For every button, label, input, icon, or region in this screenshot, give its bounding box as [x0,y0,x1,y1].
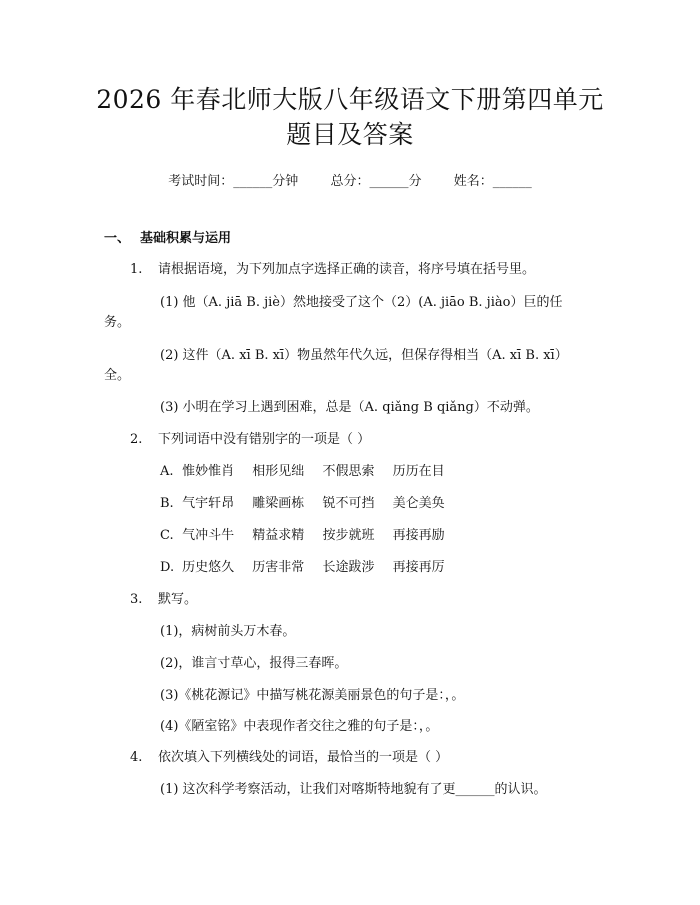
exam-time-field: 考试时间：______分钟 [168,174,299,189]
question-3-item-2: (2)，谁言寸草心，报得三春晖。 [160,656,348,671]
option-word: 雕梁画栋 [252,496,305,511]
question-2-stem [130,430,370,450]
exam-info-row [0,170,700,189]
document-title-line-1: 2026 年春北师大版八年级语文下册第四单元 [96,85,604,114]
option-word: 历史悠久 [182,560,235,575]
option-word: 锐不可挡 [322,496,375,511]
option-label: C. [160,528,174,543]
question-text: 默写。 [158,592,198,607]
question-1-item-1-cont: 务。 [104,315,131,330]
option-word: 气宇轩昂 [182,496,235,511]
document-title-line-2: 题目及答案 [286,120,414,149]
section-heading [104,229,231,249]
option-word: 不假思索 [322,464,375,479]
option-word: 长途跋涉 [322,560,375,575]
question-text: 请根据语境，为下列加点字选择正确的读音，将序号填在括号里。 [158,262,536,277]
question-3-item-1: (1)，病树前头万木春。 [160,624,296,639]
total-score-field: 总分：______分 [330,174,422,189]
option-word: 再接再励 [392,528,445,543]
section-number: 一、 [104,231,131,246]
option-word: 历害非常 [252,560,305,575]
question-3-stem [130,590,197,610]
option-a [160,462,459,482]
question-1-stem [130,260,535,280]
option-word: 再接再厉 [392,560,445,575]
option-word: 历历在目 [392,464,445,479]
question-4-item-1: (1) 这次科学考察活动，让我们对喀斯特地貌有了更______的认识。 [160,782,547,797]
question-3-item-3: (3)《桃花源记》中描写桃花源美丽景色的句子是：，。 [160,688,465,703]
question-4-stem [130,748,448,768]
option-word: 惟妙惟肖 [182,464,235,479]
option-label: D. [160,560,175,575]
question-3-item-4: (4)《陋室铭》中表现作者交往之雅的句子是：，。 [160,719,439,734]
option-d [160,558,459,578]
question-1-item-3: (3) 小明在学习上遇到困难，总是（A. qiǎng B qiǎng）不动弹。 [160,400,539,415]
question-number: 1. [130,262,143,277]
question-1-item-1: (1) 他（A. jiā B. jiè）然地接受了这个（2）(A. jiāo B. jiào）巨的任 [160,295,563,310]
question-number: 3. [130,592,143,607]
option-b [160,494,459,514]
option-word: 精益求精 [252,528,305,543]
option-c [160,526,459,546]
question-text: 依次填入下列横线处的词语，最恰当的一项是（ ） [158,750,449,765]
section-title: 基础积累与运用 [140,231,232,246]
question-1-item-2: (2) 这件（A. xī B. xī）物虽然年代久远，但保存得相当（A. xī B. xī） [160,348,568,363]
question-number: 2. [130,432,143,447]
option-word: 气冲斗牛 [182,528,235,543]
question-text: 下列词语中没有错别字的一项是（ ） [158,432,371,447]
question-number: 4. [130,750,143,765]
option-word: 美仑美奂 [392,496,445,511]
option-label: A. [160,464,174,479]
option-word: 按步就班 [322,528,375,543]
student-name-field: 姓名：______ [453,174,532,189]
option-label: B. [160,496,174,511]
option-word: 相形见绌 [252,464,305,479]
question-1-item-2-cont: 全。 [104,368,131,383]
